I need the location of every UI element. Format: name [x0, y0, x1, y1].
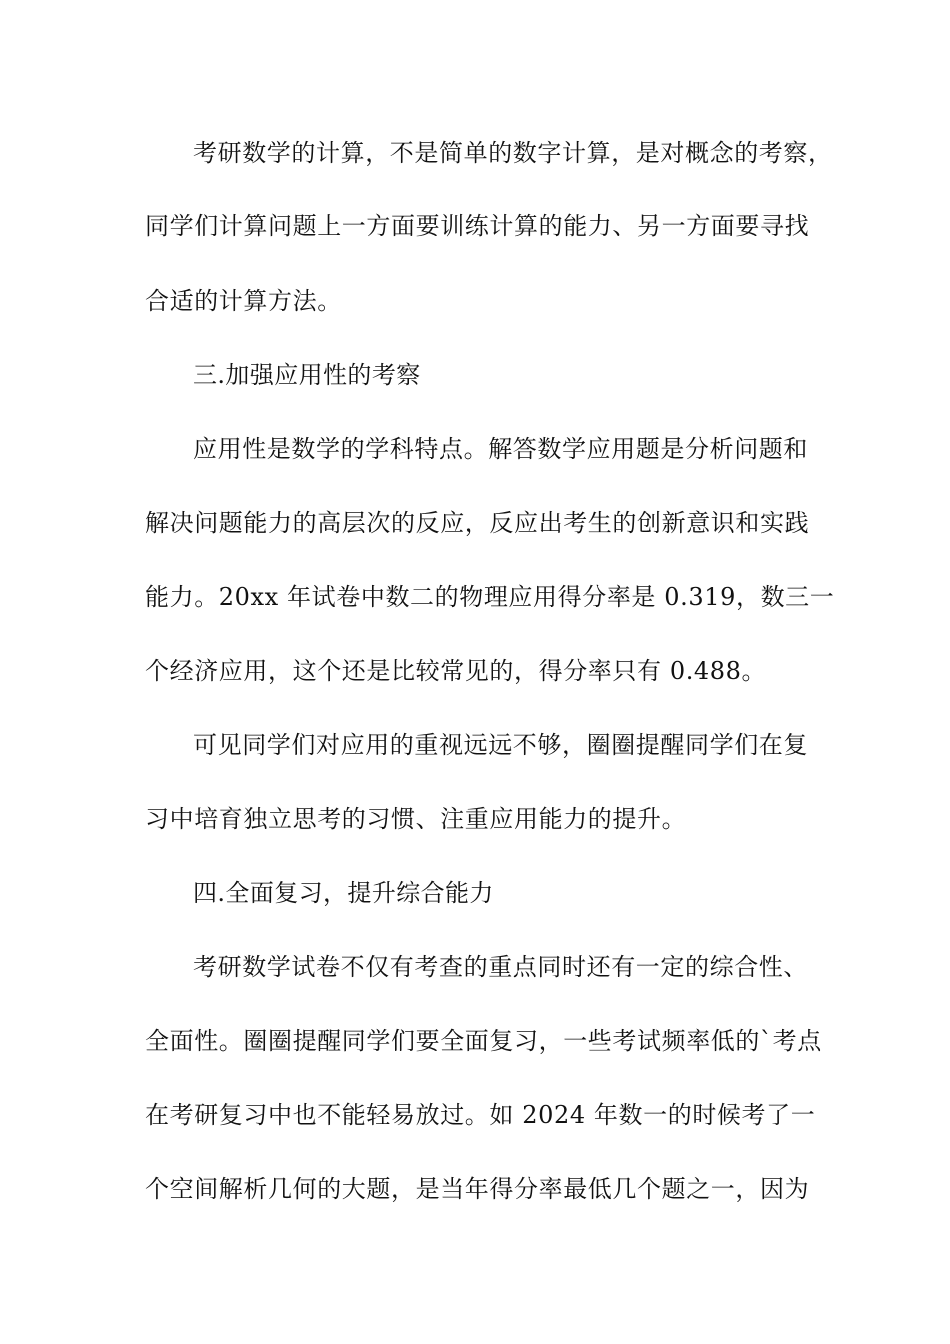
- paragraph-line: 解决问题能力的高层次的反应，反应出考生的创新意识和实践: [145, 509, 810, 537]
- paragraph-line: 考研数学的计算，不是简单的数字计算，是对概念的考察，: [193, 139, 833, 167]
- paragraph-line: 考研数学试卷不仅有考查的重点同时还有一定的综合性、: [193, 953, 808, 981]
- paragraph-line: 同学们计算问题上一方面要训练计算的能力、另一方面要寻找: [145, 212, 810, 240]
- paragraph-line: 习中培育独立思考的习惯、注重应用能力的提升。: [145, 805, 687, 833]
- paragraph-line: 合适的计算方法。: [145, 287, 342, 315]
- paragraph-line: 全面性。圈圈提醒同学们要全面复习，一些考试频率低的`考点: [145, 1027, 822, 1055]
- paragraph-line: 可见同学们对应用的重视远远不够，圈圈提醒同学们在复: [193, 731, 808, 759]
- paragraph-line: 个空间解析几何的大题，是当年得分率最低几个题之一，因为: [145, 1175, 810, 1203]
- paragraph-line: 应用性是数学的学科特点。解答数学应用题是分析问题和: [193, 435, 808, 463]
- section-heading: 三.加强应用性的考察: [193, 361, 421, 389]
- paragraph-line: 能力。20xx 年试卷中数二的物理应用得分率是 0.319，数三一: [145, 583, 835, 611]
- section-heading: 四.全面复习，提升综合能力: [193, 879, 494, 907]
- paragraph-line: 个经济应用，这个还是比较常见的，得分率只有 0.488。: [145, 657, 767, 685]
- paragraph-line: 在考研复习中也不能轻易放过。如 2024 年数一的时候考了一: [145, 1101, 816, 1129]
